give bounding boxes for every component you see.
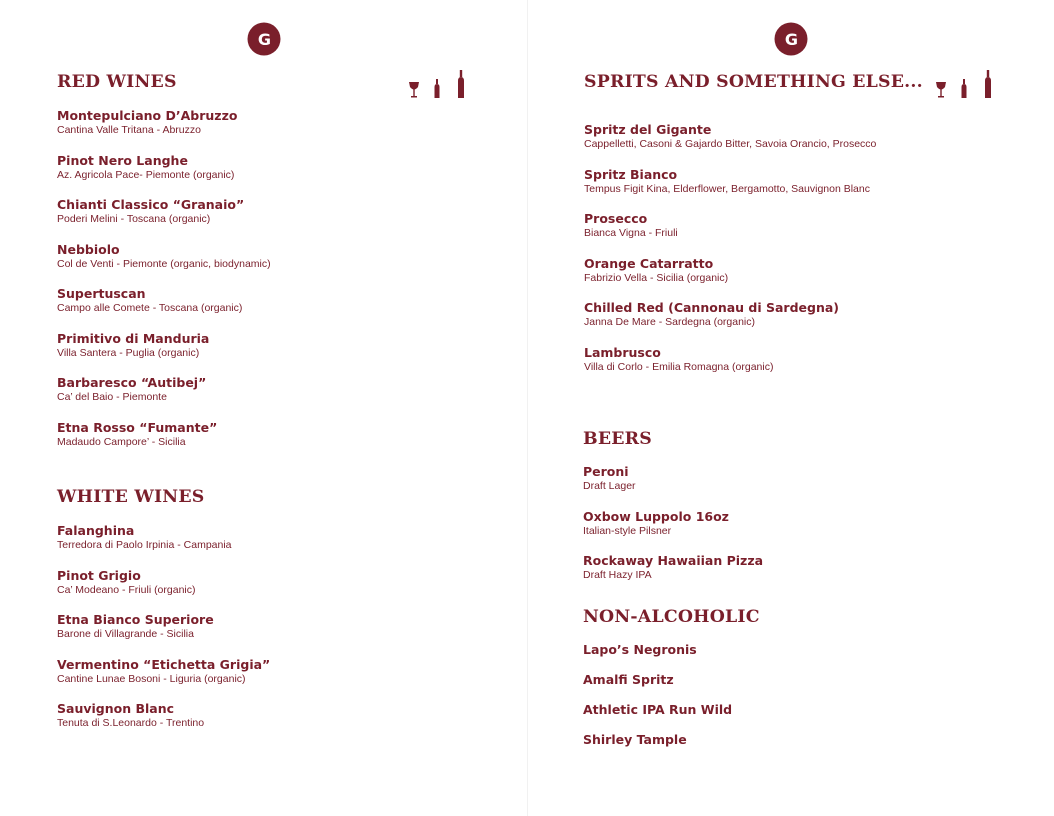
list-item [583, 509, 729, 538]
item-name: Montepulciano D’Abruzzo [57, 108, 238, 123]
item-name: Vermentino “Etichetta Grigia” [57, 656, 271, 672]
item-name: Etna Rosso “Fumante” [57, 419, 218, 435]
item-name: Falanghina [57, 523, 135, 538]
list-item [57, 568, 196, 597]
small-bottle-icon [435, 79, 440, 98]
list-item [57, 153, 234, 182]
list-item [57, 286, 242, 315]
item-desc: Poderi Melini - Toscana (organic) [57, 213, 211, 225]
wine-glass-icon [409, 82, 419, 98]
serving-icons [406, 68, 466, 100]
item-desc: Ca’ Modeano - Friuli (organic) [57, 583, 196, 596]
item-desc: Az. Agricola Pace- Piemonte (organic) [57, 168, 235, 181]
serving-icons [933, 68, 993, 100]
svg-text:G: G [257, 30, 272, 49]
item-desc: Bianca Vigna - Friuli [584, 227, 678, 239]
item-name: Pinot Grigio [57, 567, 141, 583]
item-desc: Col de Venti - Piemonte (organic, biodynamic) [57, 257, 271, 270]
list-item [583, 642, 697, 657]
list-item [583, 732, 687, 747]
g-logo-icon [774, 22, 808, 56]
list-item [57, 108, 237, 137]
section-title-red-wines: RED WINES [57, 72, 177, 91]
item-desc: Cappelletti, Casoni & Gajardo Bitter, Savoia Orancio, Prosecco [584, 138, 877, 150]
list-item [584, 211, 678, 240]
item-name: Rockaway Hawaiian Pizza [583, 553, 764, 568]
section-title-sprits: SPRITS AND SOMETHING ELSE... [584, 72, 923, 91]
item-desc: Barone di Villagrande - Sicilia [57, 628, 194, 640]
item-name: Supertuscan [57, 286, 146, 301]
list-item [57, 331, 209, 360]
svg-text:G: G [784, 30, 799, 49]
item-desc: Draft Hazy IPA [583, 569, 652, 581]
list-item [583, 702, 732, 717]
list-item [57, 420, 217, 449]
list-item [584, 300, 839, 329]
item-desc: Italian-style Pilsner [583, 524, 672, 537]
item-desc: Villa di Corlo - Emilia Romagna (organic) [584, 360, 774, 373]
item-name: Athletic IPA Run Wild [583, 701, 733, 717]
item-name: Etna Bianco Superiore [57, 612, 214, 627]
item-desc: Ca’ del Baio - Piemonte [57, 391, 167, 403]
item-name: Prosecco [584, 211, 648, 226]
list-item [57, 523, 232, 552]
g-logo-icon [247, 22, 281, 56]
list-item [583, 672, 674, 687]
item-name: Peroni [583, 464, 629, 479]
list-item [584, 167, 870, 196]
item-desc: Draft Lager [583, 480, 636, 492]
item-name: Spritz del Gigante [584, 122, 712, 137]
list-item [57, 375, 206, 404]
item-name: Pinot Nero Langhe [57, 152, 188, 168]
list-item [57, 242, 271, 271]
section-title-white-wines: WHITE WINES [57, 487, 205, 506]
item-name: Nebbiolo [57, 241, 120, 257]
item-name: Spritz Bianco [584, 166, 678, 182]
item-name: Chianti Classico “Granaio” [57, 197, 245, 212]
list-item [583, 464, 636, 493]
item-desc: Campo alle Comete - Toscana (organic) [57, 302, 243, 314]
item-name: Chilled Red (Cannonau di Sardegna) [584, 300, 840, 315]
right-page [527, 0, 1054, 816]
item-name: Lambrusco [584, 344, 661, 360]
item-name: Orange Catarratto [584, 255, 714, 271]
item-name: Primitivo di Manduria [57, 330, 210, 346]
small-bottle-icon [962, 79, 967, 98]
item-name: Sauvignon Blanc [57, 701, 175, 716]
item-desc: Tempus Figit Kina, Elderflower, Bergamotto, Sauvignon Blanc [584, 182, 870, 195]
list-item [57, 197, 244, 226]
item-desc: Cantine Lunae Bosoni - Liguria (organic) [57, 672, 246, 685]
list-item [584, 345, 773, 374]
item-name: Amalfi Spritz [583, 672, 674, 687]
item-desc: Janna De Mare - Sardegna (organic) [584, 316, 756, 328]
list-item [584, 256, 728, 285]
item-desc: Terredora di Paolo Irpinia - Campania [57, 539, 232, 551]
item-name: Barbaresco “Autibej” [57, 375, 207, 390]
item-desc: Madaudo Campore’ - Sicilia [57, 435, 186, 448]
item-name: Oxbow Luppolo 16oz [583, 508, 729, 524]
item-desc: Tenuta di S.Leonardo - Trentino [57, 717, 205, 729]
item-name: Shirley Tample [583, 731, 687, 747]
wine-glass-icon [936, 82, 946, 98]
list-item [57, 657, 270, 686]
section-title-beers: BEERS [583, 429, 653, 448]
section-title-non-alcoholic: NON-ALCOHOLIC [583, 607, 760, 626]
list-item [584, 122, 876, 151]
list-item [57, 701, 204, 730]
bottle-icon [458, 70, 464, 98]
item-desc: Fabrizio Vella - Sicilia (organic) [584, 271, 729, 284]
item-desc: Villa Santera - Puglia (organic) [57, 346, 200, 359]
item-name: Lapo’s Negronis [583, 642, 697, 657]
list-item [583, 553, 763, 582]
item-desc: Cantina Valle Tritana - Abruzzo [57, 124, 201, 136]
bottle-icon [985, 70, 991, 98]
list-item [57, 612, 214, 641]
